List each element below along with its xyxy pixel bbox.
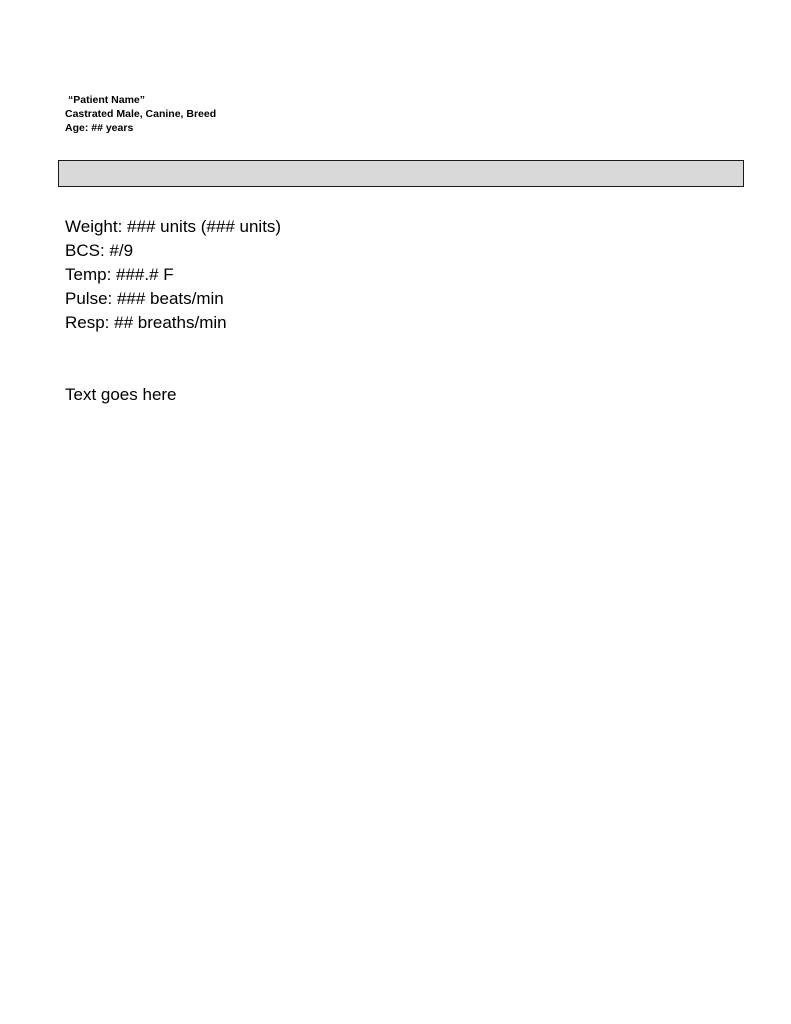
patient-name: “Patient Name” [68, 94, 146, 106]
patient-header [65, 93, 216, 135]
body-text: Text goes here [65, 385, 177, 404]
vital-resp: Resp: ## breaths/min [65, 313, 227, 332]
vital-weight: Weight: ### units (### units) [65, 217, 282, 236]
vital-pulse: Pulse: ### beats/min [65, 289, 224, 308]
patient-signalment: Castrated Male, Canine, Breed [65, 108, 217, 120]
vital-temp: Temp: ###.# F [65, 265, 174, 284]
section-header-bar [58, 160, 744, 187]
patient-age: Age: ## years [65, 122, 134, 134]
vital-bcs: BCS: #/9 [65, 241, 134, 260]
vitals-list [65, 215, 281, 335]
